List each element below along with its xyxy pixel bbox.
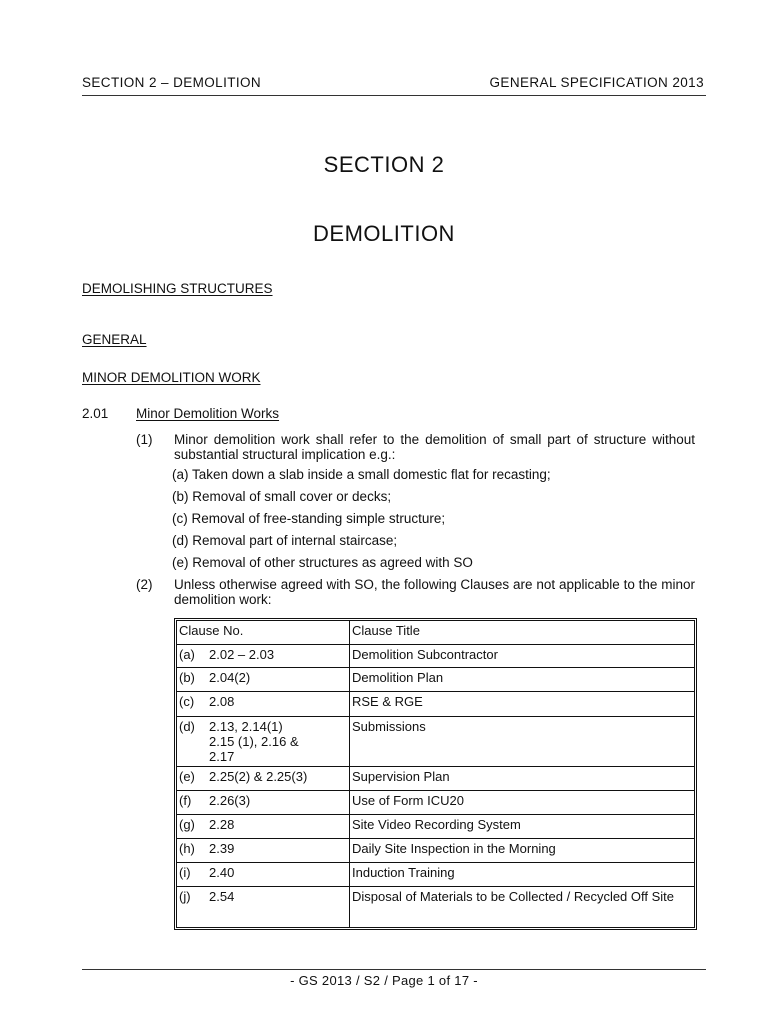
row-title: Submissions: [350, 717, 695, 767]
heading-demolishing-structures: DEMOLISHING STRUCTURES: [82, 281, 273, 296]
row-letter: (g): [179, 817, 195, 832]
para2-text: Unless otherwise agreed with SO, the following Clauses are not applicable to the minor demolition work:: [174, 577, 695, 607]
row-title: Demolition Plan: [350, 668, 695, 692]
table-row: [177, 791, 695, 815]
row-clause: 2.26(3): [209, 793, 251, 808]
row-clause: 2.02 – 2.03: [209, 647, 275, 662]
list-item: (b) Removal of small cover or decks;: [172, 489, 392, 504]
header-section-label: SECTION 2 – DEMOLITION: [82, 75, 262, 90]
para2-number: (2): [136, 577, 153, 592]
clause-title: Minor Demolition Works: [136, 406, 280, 421]
header-spec-label: GENERAL SPECIFICATION 2013: [489, 75, 704, 90]
table-row: [177, 863, 695, 887]
row-letter: (c): [179, 694, 195, 709]
header-clause-title: Clause Title: [350, 621, 695, 645]
header-clause-no: Clause No.: [177, 621, 350, 645]
row-clause: 2.40: [209, 865, 235, 880]
row-clause: 2.08: [209, 694, 235, 709]
header-rule: [82, 95, 706, 96]
row-letter: (e): [179, 769, 195, 784]
table-row: [177, 668, 695, 692]
table-row: [177, 645, 695, 668]
clause-number: 2.01: [82, 406, 109, 421]
row-letter: (f): [179, 793, 192, 808]
list-item: (d) Removal part of internal staircase;: [172, 533, 398, 548]
row-title: Induction Training: [350, 863, 695, 887]
heading-general: GENERAL: [82, 332, 147, 347]
row-clause: 2.39: [209, 841, 235, 856]
row-title: Use of Form ICU20: [350, 791, 695, 815]
row-title: Daily Site Inspection in the Morning: [350, 839, 695, 863]
heading-minor-demolition: MINOR DEMOLITION WORK: [82, 370, 261, 385]
table-row: [177, 839, 695, 863]
list-item: (a) Taken down a slab inside a small domestic flat for recasting;: [172, 467, 551, 482]
list-item: (c) Removal of free-standing simple structure;: [172, 511, 446, 526]
table-row: [177, 692, 695, 717]
row-clause: 2.28: [209, 817, 235, 832]
row-clause: 2.54: [209, 889, 235, 904]
row-title: Site Video Recording System: [350, 815, 695, 839]
table-row: [177, 887, 695, 928]
list-item: (e) Removal of other structures as agreed with SO: [172, 555, 473, 570]
section-title: SECTION 2: [323, 152, 445, 177]
para1-number: (1): [136, 432, 153, 447]
row-letter: (h): [179, 841, 195, 856]
row-clause: 2.04(2): [209, 670, 251, 685]
footer-rule: [82, 969, 706, 970]
row-title: Demolition Subcontractor: [350, 645, 695, 668]
row-letter: (j): [179, 889, 191, 904]
table-header-row: [177, 621, 695, 645]
row-letter: (b): [179, 670, 195, 685]
row-title: Disposal of Materials to be Collected / Recycled Off Site: [350, 887, 695, 928]
para1-text: Minor demolition work shall refer to the demolition of small part of structure without substantial structural implication e.g.:: [174, 432, 695, 462]
row-title: RSE & RGE: [350, 692, 695, 717]
clause-table: [176, 620, 695, 928]
row-letter: (i): [179, 865, 191, 880]
row-clause: 2.13, 2.14(1) 2.15 (1), 2.16 & 2.17: [209, 719, 299, 764]
row-clause: 2.25(2) & 2.25(3): [209, 769, 308, 784]
page-footer: - GS 2013 / S2 / Page 1 of 17 -: [290, 973, 478, 988]
row-letter: (a): [179, 647, 195, 662]
row-letter: (d): [179, 719, 195, 734]
table-row: [177, 767, 695, 791]
row-title: Supervision Plan: [350, 767, 695, 791]
table-row: [177, 717, 695, 767]
section-name: DEMOLITION: [313, 221, 455, 246]
table-row: [177, 815, 695, 839]
